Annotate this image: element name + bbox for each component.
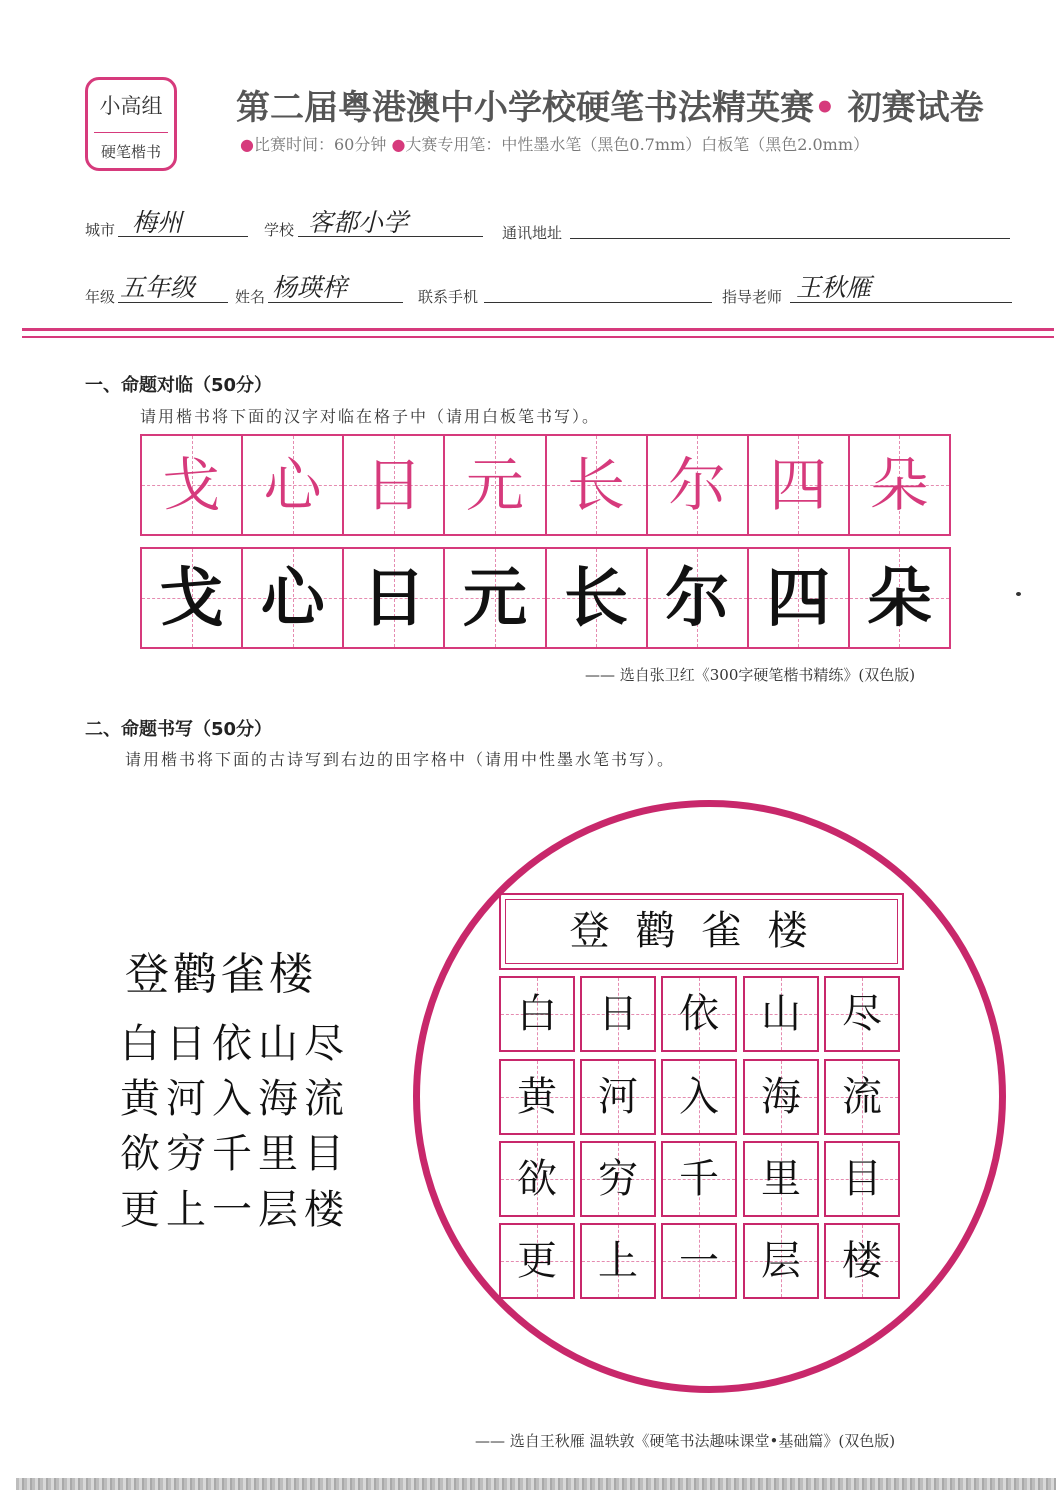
poem-grid-cell[interactable] — [499, 1059, 575, 1135]
poem-written-char: 一 — [679, 1238, 719, 1284]
written-char: 戈 — [159, 561, 224, 636]
title-dot: • — [814, 88, 836, 128]
poem-written-char: 依 — [679, 991, 719, 1037]
model-cell — [243, 436, 344, 534]
poem-line: 白日依山尽 — [120, 1021, 350, 1067]
poem-title: 登鹳雀楼 — [125, 949, 317, 1000]
poem-grid-cell[interactable] — [580, 1223, 656, 1299]
address-label: 通讯地址 — [502, 224, 563, 242]
address-field[interactable] — [570, 238, 1010, 239]
poem-line: 更上一层楼 — [120, 1187, 350, 1233]
poem-written-char: 流 — [842, 1074, 882, 1120]
grade-label: 年级 — [85, 288, 116, 306]
teacher-value: 王秋雁 — [796, 273, 872, 302]
copy-cell[interactable] — [445, 549, 546, 647]
name-value: 杨瑛梓 — [272, 273, 348, 302]
model-cell — [344, 436, 445, 534]
poem-grid-cell[interactable] — [580, 1059, 656, 1135]
teacher-label: 指导老师 — [722, 288, 783, 306]
written-char: 长 — [564, 561, 629, 636]
poem-grid-cell[interactable] — [661, 1223, 737, 1299]
copy-cell[interactable] — [749, 549, 850, 647]
poem-written-char: 山 — [761, 991, 801, 1037]
copy-cell[interactable] — [344, 549, 445, 647]
poem-written-char: 穷 — [598, 1156, 638, 1202]
badge-divider — [94, 132, 168, 133]
separator-rule — [22, 336, 1054, 338]
school-value: 客都小学 — [308, 208, 409, 237]
model-cell — [142, 436, 243, 534]
copy-character-grid[interactable] — [140, 547, 951, 649]
model-cell — [648, 436, 749, 534]
poem-line: 黄河入海流 — [120, 1076, 350, 1122]
copy-cell[interactable] — [648, 549, 749, 647]
exam-title — [236, 80, 984, 129]
group-badge — [85, 77, 177, 171]
poem-grid-cell[interactable] — [499, 1223, 575, 1299]
badge-group-label: 小高组 — [99, 94, 163, 118]
poem-written-char: 上 — [598, 1238, 638, 1284]
copy-cell[interactable] — [142, 549, 243, 647]
section2-credit: —— 选自王秋雁 温轶敦《硬笔书法趣味课堂•基础篇》(双色版) — [475, 1432, 896, 1450]
copy-cell[interactable] — [243, 549, 344, 647]
poem-grid-cell[interactable] — [743, 1059, 819, 1135]
bullet-icon: ● — [240, 135, 254, 154]
model-cell — [547, 436, 648, 534]
section1-heading: 一、命题对临（50分） — [85, 375, 273, 396]
city-label: 城市 — [85, 221, 116, 239]
city-value: 梅州 — [132, 208, 183, 237]
poem-grid-cell[interactable] — [743, 976, 819, 1052]
poem-grid-cell[interactable] — [824, 976, 900, 1052]
model-char: 戈 — [162, 451, 221, 519]
poem-written-char: 里 — [761, 1156, 801, 1202]
poem-grid-cell[interactable] — [824, 1223, 900, 1299]
model-cell — [850, 436, 949, 534]
poem-written-char: 日 — [598, 991, 638, 1037]
written-title-box[interactable] — [499, 893, 904, 970]
model-char: 日 — [364, 451, 423, 519]
poem-grid-cell[interactable] — [580, 1141, 656, 1217]
poem-written-char: 更 — [517, 1238, 557, 1284]
model-char: 四 — [769, 451, 828, 519]
poem-grid-cell[interactable] — [661, 1059, 737, 1135]
section1-instruction: 请用楷书将下面的汉字对临在格子中（请用白板笔书写）。 — [140, 407, 601, 426]
model-cell — [445, 436, 546, 534]
poem-grid-cell[interactable] — [580, 976, 656, 1052]
poem-written-char: 海 — [761, 1074, 801, 1120]
poem-written-char: 层 — [761, 1238, 801, 1284]
model-cell — [749, 436, 850, 534]
poem-grid-cell[interactable] — [743, 1141, 819, 1217]
written-char: 朵 — [867, 561, 932, 636]
model-character-grid — [140, 434, 951, 536]
written-char: 日 — [361, 561, 426, 636]
section2-heading: 二、命题书写（50分） — [85, 719, 273, 740]
poem-written-char: 入 — [679, 1074, 719, 1120]
model-char: 长 — [567, 451, 626, 519]
phone-label: 联系手机 — [418, 288, 479, 306]
badge-category-label: 硬笔楷书 — [100, 143, 161, 161]
model-char: 心 — [263, 451, 322, 519]
exam-title-end: 初赛试卷 — [835, 88, 984, 128]
poem-written-char: 目 — [842, 1156, 882, 1202]
copy-cell[interactable] — [547, 549, 648, 647]
poem-written-char: 欲 — [517, 1156, 557, 1202]
written-poem-title: 登鹳雀楼 — [569, 908, 834, 954]
model-char: 尔 — [668, 451, 727, 519]
poem-grid-cell[interactable] — [743, 1223, 819, 1299]
poem-written-char: 白 — [517, 991, 557, 1037]
poem-line: 欲穷千里目 — [120, 1131, 350, 1177]
exam-title-main: 第二届粤港澳中小学校硬笔书法精英赛 — [236, 88, 814, 128]
poem-written-char: 河 — [598, 1074, 638, 1120]
poem-grid-cell[interactable] — [661, 976, 737, 1052]
poem-written-char: 千 — [679, 1156, 719, 1202]
phone-field[interactable] — [484, 302, 712, 303]
exam-time: 比赛时间：60分钟 — [253, 135, 387, 154]
section1-credit: —— 选自张卫红《300字硬笔楷书精练》(双色版) — [585, 666, 916, 684]
section2-instruction: 请用楷书将下面的古诗写到右边的田字格中（请用中性墨水笔书写）。 — [125, 750, 676, 769]
copy-cell[interactable] — [850, 549, 949, 647]
poem-grid-cell[interactable] — [499, 1141, 575, 1217]
poem-written-char: 尽 — [842, 991, 882, 1037]
written-char: 四 — [766, 561, 831, 636]
name-label: 姓名 — [235, 288, 266, 306]
written-char: 尔 — [665, 561, 730, 636]
poem-grid-cell[interactable] — [499, 976, 575, 1052]
scan-edge — [16, 1478, 1056, 1490]
written-char: 元 — [462, 561, 527, 636]
poem-written-char: 楼 — [842, 1238, 882, 1284]
poem-grid-cell[interactable] — [661, 1141, 737, 1217]
poem-written-char: 黄 — [517, 1074, 557, 1120]
model-char: 朵 — [870, 451, 929, 519]
bullet-icon: ● — [391, 135, 406, 154]
exam-subtitle — [240, 132, 869, 155]
school-label: 学校 — [264, 221, 295, 239]
written-char: 心 — [260, 561, 325, 636]
poem-grid-cell[interactable] — [824, 1141, 900, 1217]
poem-grid-cell[interactable] — [824, 1059, 900, 1135]
grade-value: 五年级 — [120, 273, 196, 302]
separator-rule — [22, 328, 1054, 331]
exam-pens: 大赛专用笔：中性墨水笔（黑色0.7mm）白板笔（黑色2.0mm） — [405, 135, 869, 154]
ink-speck — [1016, 592, 1021, 596]
model-char: 元 — [465, 451, 524, 519]
